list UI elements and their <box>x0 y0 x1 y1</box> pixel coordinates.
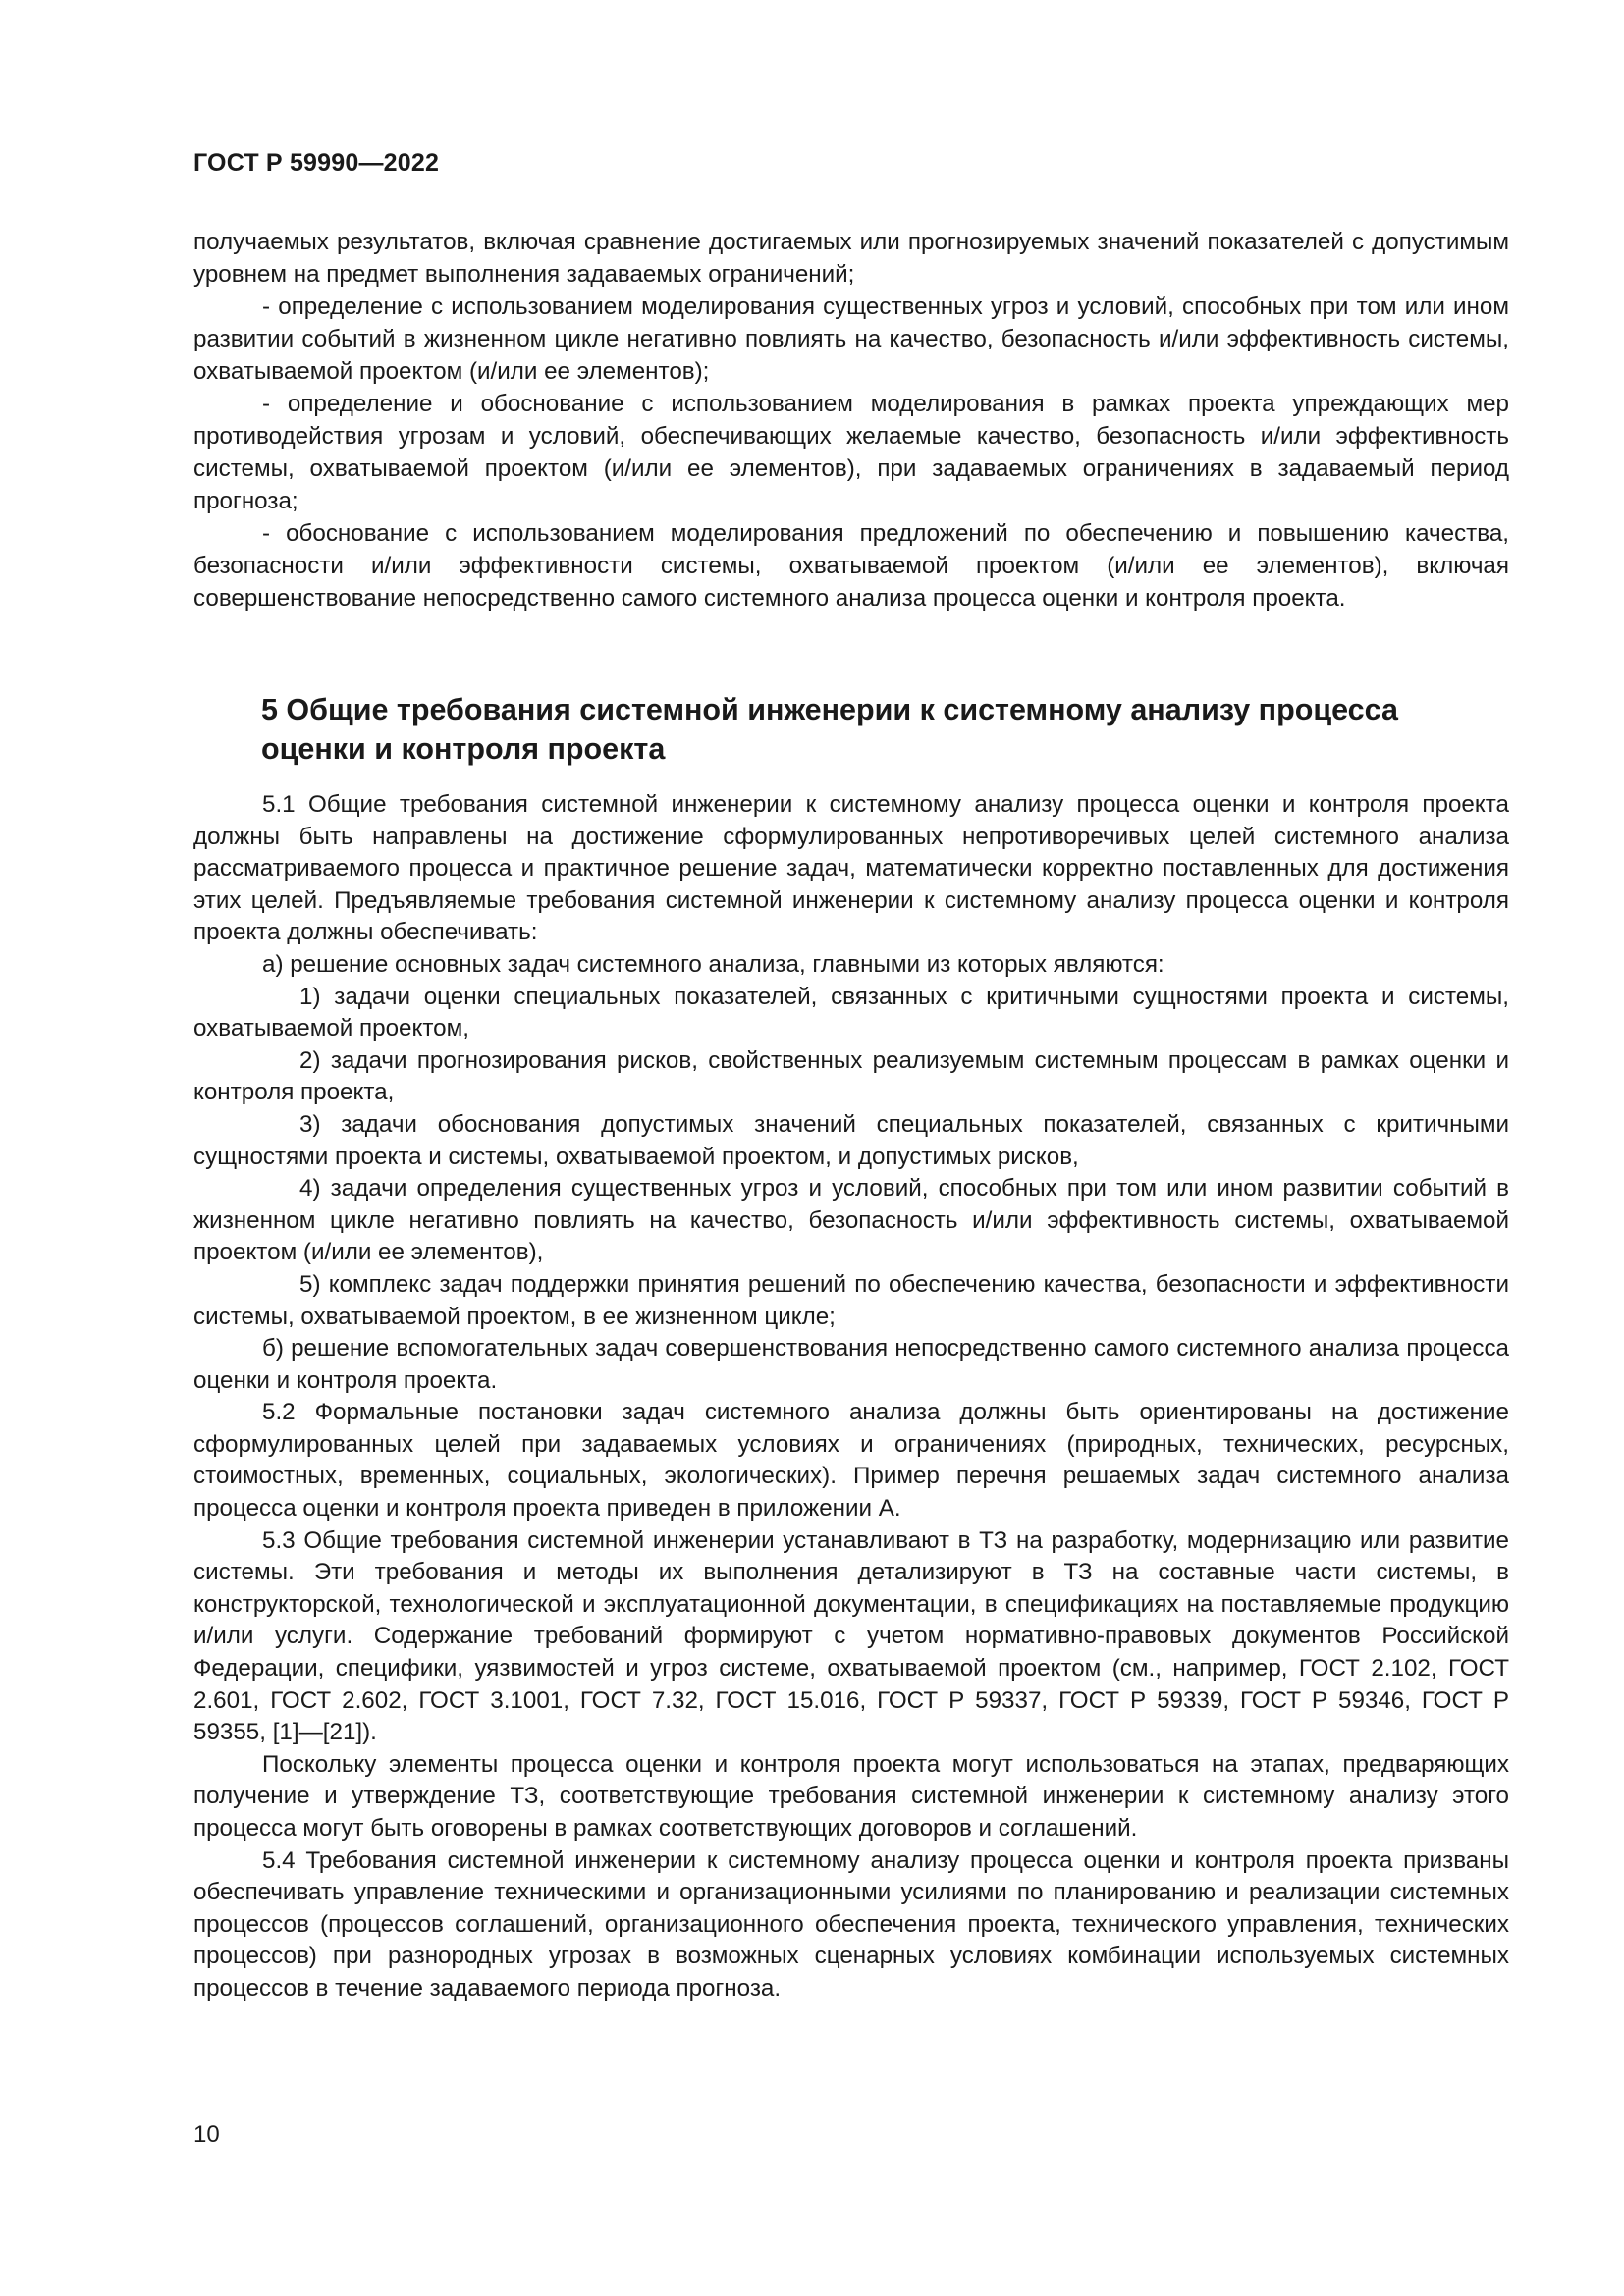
section-paragraph: 5.2 Формальные постановки задач системного анализа должны быть ориентированы на достижение сформулированных целей при задаваемых условиях и ограничениях (природных, технических, ресурсных, стоимостных, временных, социальных, экологических). Пример перечня решаемых задач системного анализа процесса оценки и контроля проекта приведен в приложении А. <box>193 1399 1509 1522</box>
section-paragraph: а) решение основных задач системного анализа, главными из которых являются: <box>262 950 1164 978</box>
section-paragraph: 2) задачи прогнозирования рисков, свойственных реализуемым системным процессам в рамках оценки и контроля проекта, <box>193 1046 1509 1106</box>
section-paragraph: 5.3 Общие требования системной инженерии устанавливают в ТЗ на разработку, модернизацию или развитие системы. Эти требования и методы их выполнения детализируют в ТЗ на составные части системы, в конструкторской, технологической и эксплуатационной документации, в спецификациях на поставляемые продукцию и/или услуги. Содержание требований формируют с учетом нормативно-правовых документов Российской Федерации, специфики, уязвимостей и угроз системе, охватываемой проектом (см., например, ГОСТ 2.102, ГОСТ 2.601, ГОСТ 2.602, ГОСТ 3.1001, ГОСТ 7.32, ГОСТ 15.016, ГОСТ Р 59337, ГОСТ Р 59339, ГОСТ Р 59346, ГОСТ Р 59355, [1]—[21]). <box>193 1526 1509 1746</box>
section-paragraph: 5.4 Требования системной инженерии к системному анализу процесса оценки и контроля проекта призваны обеспечивать управление техническими и организационными усилиями по планированию и реализации системных процессов (процессов соглашений, организационного обеспечения проекта, технического управления, технических процессов) при разнородных угрозах в возможных сценарных условиях комбинации используемых системных процессов в течение задаваемого периода прогноза. <box>193 1846 1509 2002</box>
section-paragraph: 1) задачи оценки специальных показателей, связанных с критичными сущностями проекта и системы, охватываемой проектом, <box>193 983 1509 1042</box>
page-number: 10 <box>193 2121 220 2148</box>
intro-paragraph: - определение и обоснование с использованием моделирования в рамках проекта упреждающих мер противодействия угрозам и условий, обеспечивающих желаемые качество, безопасность и/или эффективность системы, охватываемой проектом (и/или ее элементов), при задаваемых ограничениях в задаваемый период прогноза; <box>193 391 1509 514</box>
section-paragraph: Поскольку элементы процесса оценки и контроля проекта могут использоваться на этапах, предваряющих получение и утверждение ТЗ, соответствующие требования системной инженерии к системному анализу этого процесса могут быть оговорены в рамках соответствующих договоров и соглашений. <box>193 1750 1509 1842</box>
section-paragraph: 4) задачи определения существенных угроз и условий, способных при том или ином развитии событий в жизненном цикле негативно повлиять на качество, безопасность и/или эффективность системы, охватываемой проектом (и/или ее элементов), <box>193 1175 1509 1266</box>
section-body <box>193 789 1509 2005</box>
section-paragraph: 3) задачи обоснования допустимых значений специальных показателей, связанных с критичными сущностями проекта и системы, охватываемой проектом, и допустимых рисков, <box>193 1110 1509 1170</box>
section-paragraph: б) решение вспомогательных задач совершенствования непосредственно самого системного анализа процесса оценки и контроля проекта. <box>193 1335 1509 1394</box>
intro-paragraph: - обоснование с использованием моделирования предложений по обеспечению и повышению качества, безопасности и/или эффективности системы, охватываемой проектом (и/или ее элементов), включая совершенствование непосредственно самого системного анализа процесса оценки и контроля проекта. <box>193 520 1509 612</box>
section-title: 5 Общие требования системной инженерии к системному анализу процесса оценки и контроля проекта <box>261 693 1398 766</box>
intro-paragraph: получаемых результатов, включая сравнение достигаемых или прогнозируемых значений показателей с допустимым уровнем на предмет выполнения задаваемых ограничений; <box>193 229 1509 288</box>
intro-paragraph: - определение с использованием моделирования существенных угроз и условий, способных при том или ином развитии событий в жизненном цикле негативно повлиять на качество, безопасность и/или эффективность системы, охватываемой проектом (и/или ее элементов); <box>193 294 1509 385</box>
section-paragraph: 5) комплекс задач поддержки принятия решений по обеспечению качества, безопасности и эффективности системы, охватываемой проектом, в ее жизненном цикле; <box>193 1270 1509 1330</box>
document-header: ГОСТ Р 59990—2022 <box>193 149 440 177</box>
intro-text <box>193 226 1509 614</box>
section-paragraph: 5.1 Общие требования системной инженерии к системному анализу процесса оценки и контроля проекта должны быть направлены на достижение сформулированных непротиворечивых целей системного анализа рассматриваемого процесса и практичное решение задач, математически корректно поставленных для достижения этих целей. Предъявляемые требования системной инженерии к системному анализу процесса оценки и контроля проекта должны обеспечивать: <box>193 791 1509 946</box>
